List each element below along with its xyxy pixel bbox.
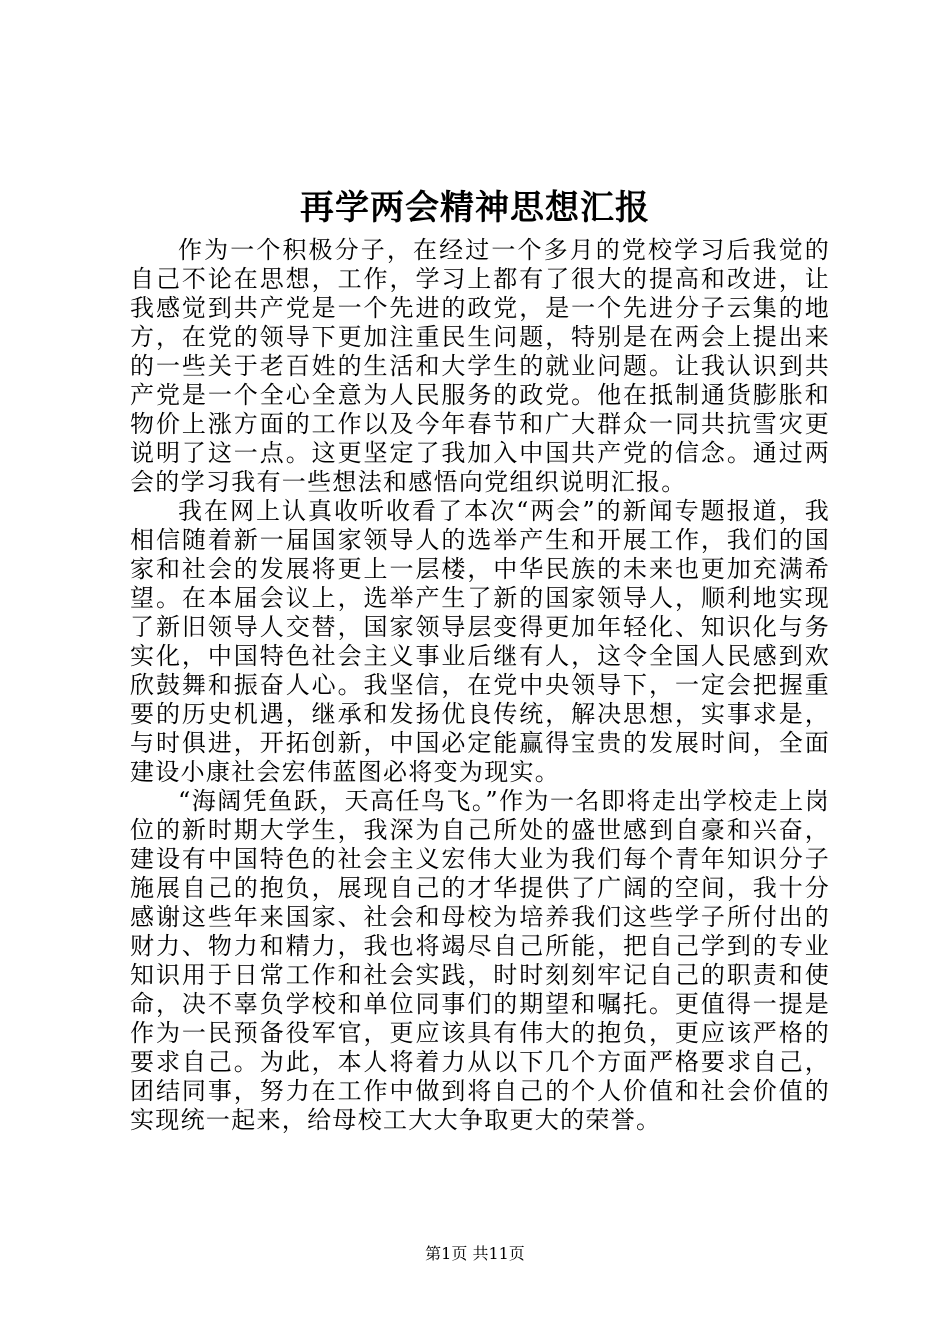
document-title: 再学两会精神思想汇报 [300, 188, 650, 228]
paragraph-2: 我在网上认真收听收看了本次“两会”的新闻专题报道，我相信随着新一届国家领导人的选举产生和开展工作，我们的国家和社会的发展将更上一层楼，中华民族的未来也更加充满希望。在本届会议上，选举产生了新的国家领导人，顺利地实现了新旧领导人交替，国家领导层变得更加年轻化、知识化与务实化，中国特色社会主义事业后继有人，这令全国人民感到欢欣鼓舞和振奋人心。我坚信，在党中央领导下，一定会把握重要的历史机遇，继承和发扬优良传统，解决思想，实事求是，与时俱进，开拓创新，中国必定能赢得宝贵的发展时间，全面建设小康社会宏伟蓝图必将变为现实。 [130, 497, 830, 786]
page-number-footer: 第1页 共11页 [425, 1244, 525, 1263]
document-body [130, 236, 830, 1135]
paragraph-1: 作为一个积极分子，在经过一个多月的党校学习后我觉的自己不论在思想，工作，学习上都有了很大的提高和改进，让我感觉到共产党是一个先进的政党，是一个先进分子云集的地方，在党的领导下更加注重民生问题，特别是在两会上提出来的一些关于老百姓的生活和大学生的就业问题。让我认识到共产党是一个全心全意为人民服务的政党。他在抵制通货膨胀和物价上涨方面的工作以及今年春节和广大群众一同共抗雪灾更说明了这一点。这更坚定了我加入中国共产党的信念。通过两会的学习我有一些想法和感悟向党组织说明汇报。 [130, 236, 830, 496]
paragraph-3: “海阔凭鱼跃，天高任鸟飞。”作为一名即将走出学校走上岗位的新时期大学生，我深为自己所处的盛世感到自豪和兴奋，建设有中国特色的社会主义宏伟大业为我们每个青年知识分子施展自己的抱负，展现自己的才华提供了广阔的空间，我十分感谢这些年来国家、社会和母校为培养我们这些学子所付出的财力、物力和精力，我也将竭尽自己所能，把自己学到的专业知识用于日常工作和社会实践，时时刻刻牢记自己的职责和使命，决不辜负学校和单位同事们的期望和嘱托。更值得一提是作为一民预备役军官，更应该具有伟大的抱负，更应该严格的要求自己。为此，本人将着力从以下几个方面严格要求自己，团结同事，努力在工作中做到将自己的个人价值和社会价值的实现统一起来，给母校工大大争取更大的荣誉。 [130, 787, 830, 1134]
